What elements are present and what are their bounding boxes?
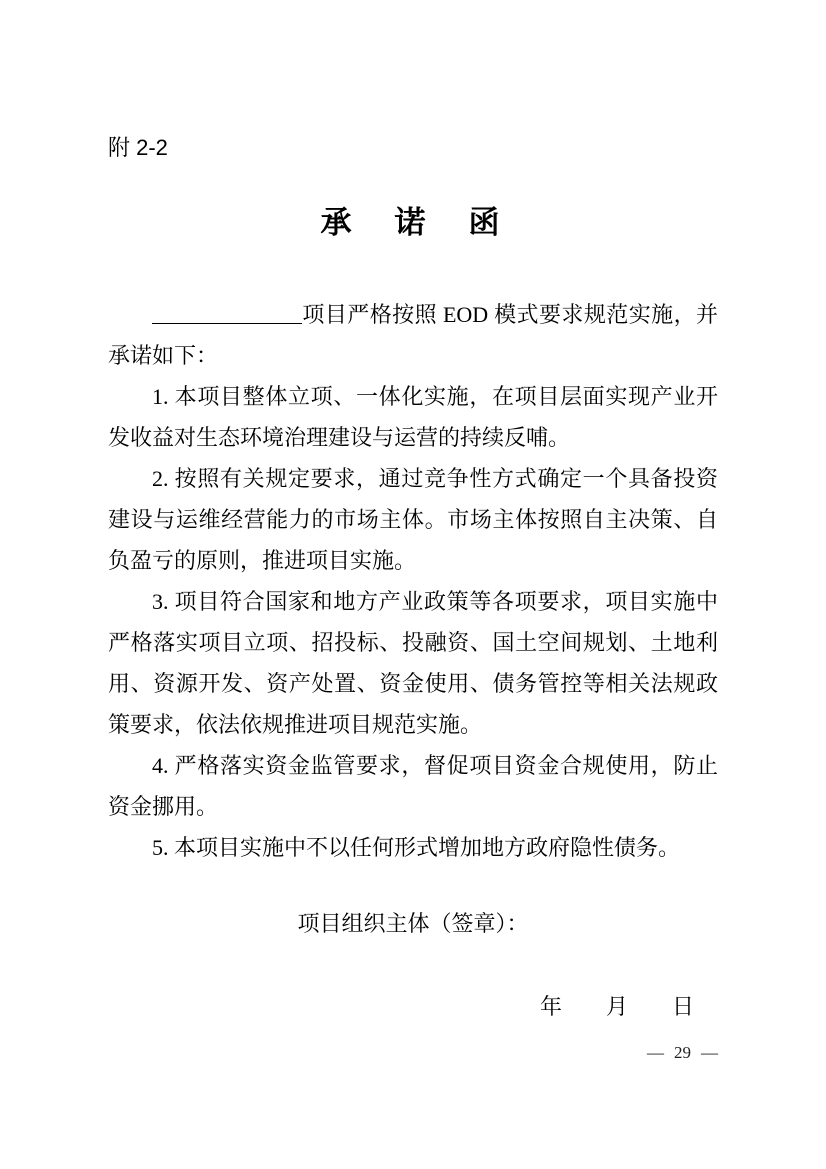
document-content xyxy=(108,0,718,1027)
fill-in-blank xyxy=(152,321,302,324)
footer-dash-left: — xyxy=(647,1043,664,1062)
commitment-item-5: 5. 本项目实施中不以任何形式增加地方政府隐性债务。 xyxy=(152,835,681,860)
commitment-item-4: 4. 严格落实资金监管要求，督促项目资金合规使用，防止资金挪用。 xyxy=(108,753,718,819)
intro-paragraph xyxy=(108,294,718,376)
document-title: 承 诺 函 xyxy=(320,205,506,240)
page-footer xyxy=(647,1042,718,1064)
signature-line: 项目组织主体（签章）： xyxy=(297,911,529,936)
date-line: 年 月 日 xyxy=(539,994,694,1019)
commitment-item-1: 1. 本项目整体立项、一体化实施，在项目层面实现产业开发收益对生态环境治理建设与运营的持续反哺。 xyxy=(108,384,718,450)
commitment-item-3: 3. 项目符合国家和地方产业政策等各项要求，项目实施中严格落实项目立项、招投标、投融资、国土空间规划、土地利用、资源开发、资产处置、资金使用、债务管控等相关法规政策要求，依法依规推进项目规范实施。 xyxy=(108,589,718,737)
attachment-label: 附 2-2 xyxy=(108,135,168,160)
page-number: 29 xyxy=(674,1043,691,1062)
intro-text: 项目严格按照 EOD 模式要求规范实施，并承诺如下： xyxy=(108,302,718,368)
commitment-item-2: 2. 按照有关规定要求，通过竞争性方式确定一个具备投资建设与运维经营能力的市场主体。市场主体按照自主决策、自负盈亏的原则，推进项目实施。 xyxy=(108,466,718,573)
footer-dash-right: — xyxy=(701,1043,718,1062)
document-body xyxy=(108,294,718,868)
